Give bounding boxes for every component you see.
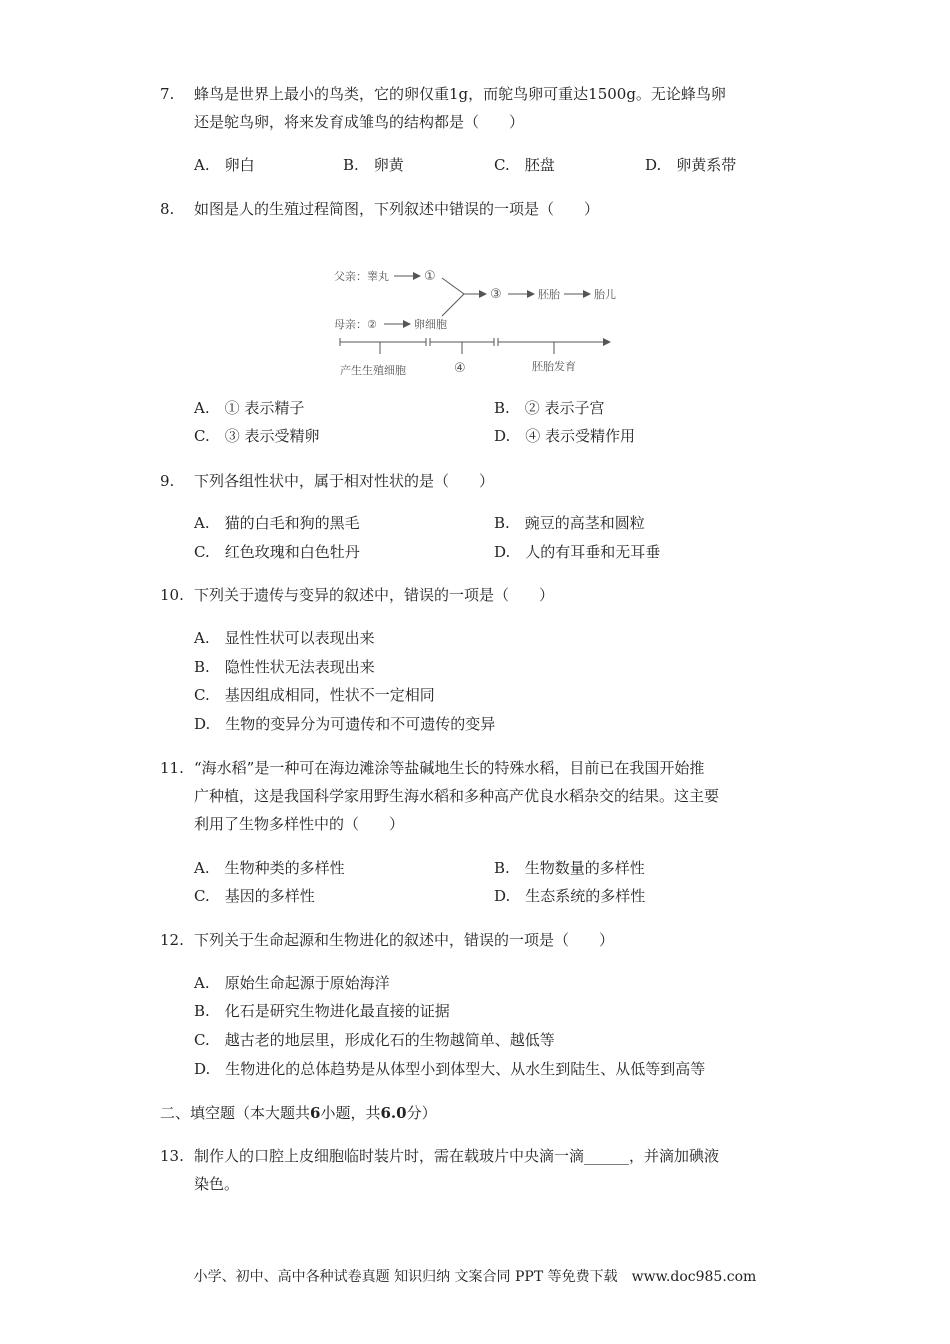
q11-option-d: D. 生态系统的多样性	[494, 887, 646, 905]
diagram-develop-label: 胚胎发育	[532, 360, 576, 373]
q11-option-b: B. 生物数量的多样性	[494, 859, 645, 877]
q7-option-a: A. 卵白	[194, 156, 255, 174]
q9-stem: 下列各组性状中，属于相对性状的是（ ）	[194, 472, 495, 490]
diagram-mother-label: 母亲：②	[334, 318, 377, 331]
diagram-label-3: ③	[490, 287, 502, 302]
q13-number: 13.	[160, 1147, 184, 1165]
q7-option-d: D. 卵黄系带	[645, 156, 737, 174]
q12-option-d: D. 生物进化的总体趋势是从体型小到体型大、从水生到陆生、从低等到高等	[194, 1060, 706, 1078]
section-2-heading	[160, 1102, 437, 1123]
q11-option-a: A. 生物种类的多样性	[194, 859, 345, 877]
q9-option-d: D. 人的有耳垂和无耳垂	[494, 543, 661, 561]
q11-stem-line2: 广种植，这是我国科学家用野生海水稻和多种高产优良水稻杂交的结果。这主要	[194, 787, 720, 805]
section-2-score: 6.0	[380, 1104, 407, 1122]
q10-stem: 下列关于遗传与变异的叙述中，错误的一项是（ ）	[194, 586, 555, 604]
q12-option-b: B. 化石是研究生物进化最直接的证据	[194, 1002, 450, 1020]
q11-option-c: C. 基因的多样性	[194, 887, 315, 905]
q9-number: 9.	[160, 472, 175, 490]
q10-number: 10.	[160, 586, 184, 604]
q8-option-b: B. ② 表示子宫	[494, 399, 605, 417]
q12-option-c: C. 越古老的地层里，形成化石的生物越简单、越低等	[194, 1031, 555, 1049]
diagram-label-4: ④	[454, 361, 466, 376]
diagram-embryo-label: 胚胎	[538, 288, 560, 301]
q12-stem: 下列关于生命起源和生物进化的叙述中，错误的一项是（ ）	[194, 931, 615, 949]
q7-stem-line2: 还是鸵鸟卵，将来发育成雏鸟的结构都是（ ）	[194, 113, 525, 131]
section-2-mid: 小题，共	[320, 1104, 381, 1122]
diagram-egg-label: 卵细胞	[414, 318, 447, 331]
diagram-label-1: ①	[424, 269, 436, 284]
q11-stem-line3: 利用了生物多样性中的（ ）	[194, 815, 405, 833]
page-footer: 小学、初中、高中各种试卷真题 知识归纳 文案合同 PPT 等免费下载 www.doc985.com	[193, 1269, 757, 1285]
q8-option-a: A. ① 表示精子	[194, 399, 305, 417]
diagram-produce-label: 产生生殖细胞	[340, 364, 406, 377]
q8-number: 8.	[160, 200, 175, 218]
q9-option-c: C. 红色玫瑰和白色牡丹	[194, 543, 360, 561]
q10-option-b: B. 隐性性状无法表现出来	[194, 658, 375, 676]
diagram-fetus-label: 胎儿	[594, 288, 616, 301]
section-2-count: 6	[310, 1104, 321, 1122]
q9-option-a: A. 猫的白毛和狗的黑毛	[194, 514, 360, 532]
q12-number: 12.	[160, 931, 184, 949]
q10-option-d: D. 生物的变异分为可遗传和不可遗传的变异	[194, 715, 496, 733]
q8-option-c: C. ③ 表示受精卵	[194, 427, 320, 445]
q11-number: 11.	[160, 759, 184, 777]
reproduction-process-diagram	[328, 258, 648, 388]
diagram-father-label: 父亲：睾丸	[334, 270, 389, 283]
section-2-prefix: 二、填空题（本大题共	[160, 1104, 311, 1122]
q7-number: 7.	[160, 85, 175, 103]
q7-stem-line1: 蜂鸟是世界上最小的鸟类，它的卵仅重1g，而鸵鸟卵可重达1500g。无论蜂鸟卵	[194, 85, 726, 103]
q10-option-c: C. 基因组成相同，性状不一定相同	[194, 686, 435, 704]
q10-option-a: A. 显性性状可以表现出来	[194, 629, 375, 647]
q8-option-d: D. ④ 表示受精作用	[494, 427, 636, 445]
q12-option-a: A. 原始生命起源于原始海洋	[194, 974, 390, 992]
q8-stem: 如图是人的生殖过程简图，下列叙述中错误的一项是（ ）	[194, 200, 600, 218]
q9-option-b: B. 豌豆的高茎和圆粒	[494, 514, 645, 532]
q7-option-c: C. 胚盘	[494, 156, 555, 174]
q13-stem-line1: 制作人的口腔上皮细胞临时装片时，需在载玻片中央滴一滴______，并滴加碘液	[194, 1147, 720, 1165]
section-2-suffix: 分）	[406, 1104, 437, 1122]
q13-stem-line2: 染色。	[194, 1175, 240, 1193]
q11-stem-line1: “海水稻”是一种可在海边滩涂等盐碱地生长的特殊水稻，目前已在我国开始推	[194, 759, 705, 777]
q7-option-b: B. 卵黄	[343, 156, 404, 174]
